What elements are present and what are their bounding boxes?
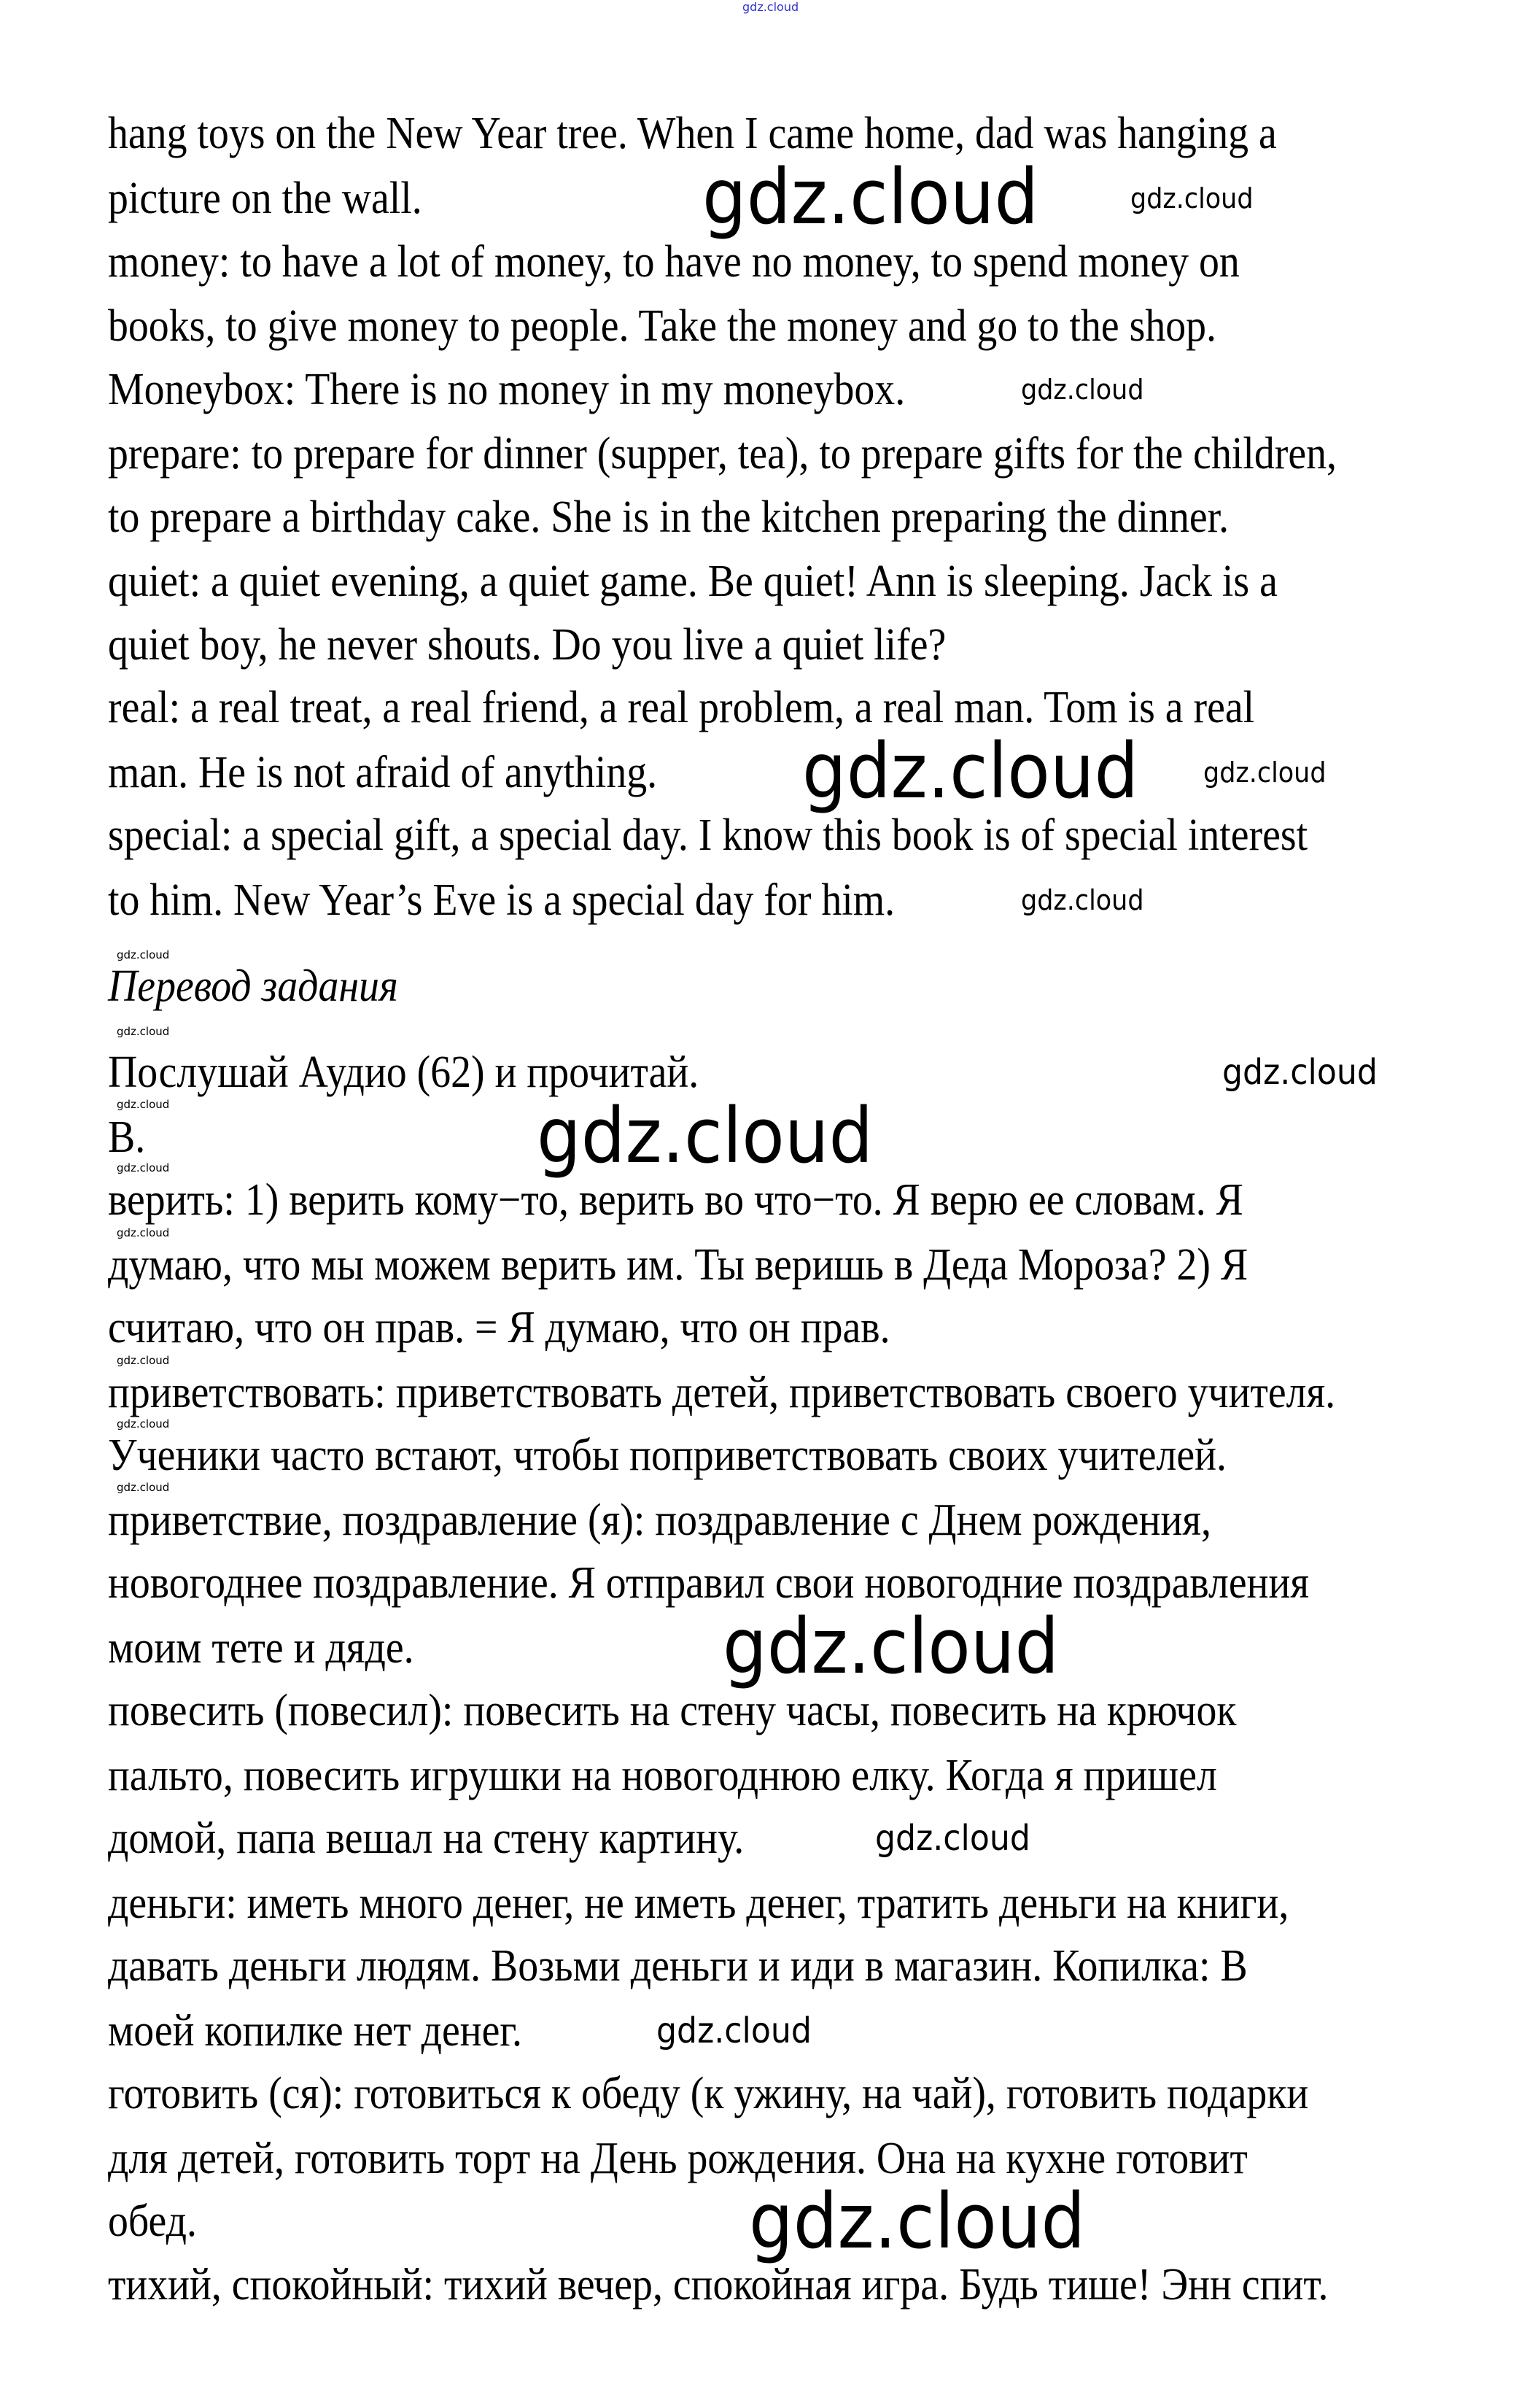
english-text-line: to him. New Year’s Eve is a special day for him. <box>108 875 896 925</box>
watermark-tiny: gdz.cloud <box>117 1226 170 1239</box>
english-text-line: picture on the wall. <box>108 174 422 223</box>
russian-text-line: пальто, повесить игрушки на новогоднюю елку. Когда я пришел <box>108 1751 1217 1800</box>
watermark-large: gdz.cloud <box>723 1602 1060 1691</box>
watermark-small: gdz.cloud <box>1021 884 1144 916</box>
russian-text-line: новогоднее поздравление. Я отправил свои новогодние поздравления <box>108 1558 1310 1608</box>
watermark-small: gdz.cloud <box>1130 182 1254 214</box>
russian-text-line: считаю, что он прав. = Я думаю, что он прав. <box>108 1303 890 1352</box>
russian-text-line: давать деньги людям. Возьми деньги и иди в магазин. Копилка: В <box>108 1941 1248 1991</box>
english-text-line: real: a real treat, a real friend, a real problem, a real man. Tom is a real <box>108 683 1255 732</box>
russian-text-line: домой, папа вешал на стену картину. <box>108 1813 745 1863</box>
english-text-line: prepare: to prepare for dinner (supper, tea), to prepare gifts for the children, <box>108 429 1337 479</box>
watermark-tiny: gdz.cloud <box>117 1098 170 1111</box>
task-instruction: Послушай Аудио (62) и прочитай. <box>108 1048 699 1097</box>
russian-text-line: верить: 1) верить кому−то, верить во что−то. Я верю ее словам. Я <box>108 1175 1243 1225</box>
watermark-medium: gdz.cloud <box>875 1818 1030 1859</box>
english-text-line: hang toys on the New Year tree. When I came home, dad was hanging a <box>108 109 1277 158</box>
english-text-line: money: to have a lot of money, to have no money, to spend money on <box>108 237 1240 287</box>
watermark-tiny: gdz.cloud <box>117 1354 170 1367</box>
watermark-tiny: gdz.cloud <box>117 948 170 961</box>
watermark-medium: gdz.cloud <box>1222 1052 1378 1093</box>
watermark-medium: gdz.cloud <box>656 2010 812 2051</box>
section-title: Перевод задания <box>108 961 398 1011</box>
watermark-tiny: gdz.cloud <box>117 1417 170 1431</box>
english-text-line: quiet boy, he never shouts. Do you live a quiet life? <box>108 620 947 670</box>
russian-text-line: деньги: иметь много денег, не иметь денег, тратить деньги на книги, <box>108 1878 1289 1928</box>
watermark-small: gdz.cloud <box>1203 756 1327 789</box>
english-text-line: quiet: a quiet evening, a quiet game. Be quiet! Ann is sleeping. Jack is a <box>108 557 1278 606</box>
english-text-line: books, to give money to people. Take the money and go to the shop. <box>108 301 1217 351</box>
watermark-tiny: gdz.cloud <box>117 1481 170 1494</box>
watermark-tiny: gdz.cloud <box>117 1161 170 1174</box>
english-text-line: Moneybox: There is no money in my moneybox. <box>108 365 906 414</box>
watermark-large: gdz.cloud <box>749 2177 1086 2266</box>
russian-text-line: моим тете и дяде. <box>108 1623 414 1673</box>
watermark-large: gdz.cloud <box>537 1091 874 1180</box>
russian-text-line: для детей, готовить торт на День рождения. Она на кухне готовит <box>108 2134 1248 2183</box>
russian-text-line: моей копилке нет денег. <box>108 2006 522 2056</box>
russian-text-line: приветствовать: приветствовать детей, приветствовать своего учителя. <box>108 1368 1336 1417</box>
english-text-line: man. He is not afraid of anything. <box>108 748 658 797</box>
watermark-large: gdz.cloud <box>802 727 1139 816</box>
watermark-small: gdz.cloud <box>1021 373 1144 406</box>
russian-text-line: Ученики часто встают, чтобы поприветствовать своих учителей. <box>108 1431 1227 1480</box>
top-watermark: gdz.cloud <box>742 0 799 14</box>
section-letter: В. <box>108 1112 146 1162</box>
russian-text-line: думаю, что мы можем верить им. Ты веришь в Деда Мороза? 2) Я <box>108 1240 1248 1290</box>
russian-text-line: повесить (повесил): повесить на стену часы, повесить на крючок <box>108 1686 1237 1735</box>
english-text-line: special: a special gift, a special day. I know this book is of special interest <box>108 810 1308 860</box>
russian-text-line: обед. <box>108 2196 197 2246</box>
english-text-line: to prepare a birthday cake. She is in the kitchen preparing the dinner. <box>108 492 1230 542</box>
watermark-tiny: gdz.cloud <box>117 1025 170 1038</box>
watermark-large: gdz.cloud <box>702 152 1039 241</box>
russian-text-line: приветствие, поздравление (я): поздравление с Днем рождения, <box>108 1495 1211 1545</box>
russian-text-line: готовить (ся): готовиться к обеду (к ужину, на чай), готовить подарки <box>108 2069 1309 2118</box>
russian-text-line: тихий, спокойный: тихий вечер, спокойная игра. Будь тише! Энн спит. <box>108 2260 1329 2310</box>
